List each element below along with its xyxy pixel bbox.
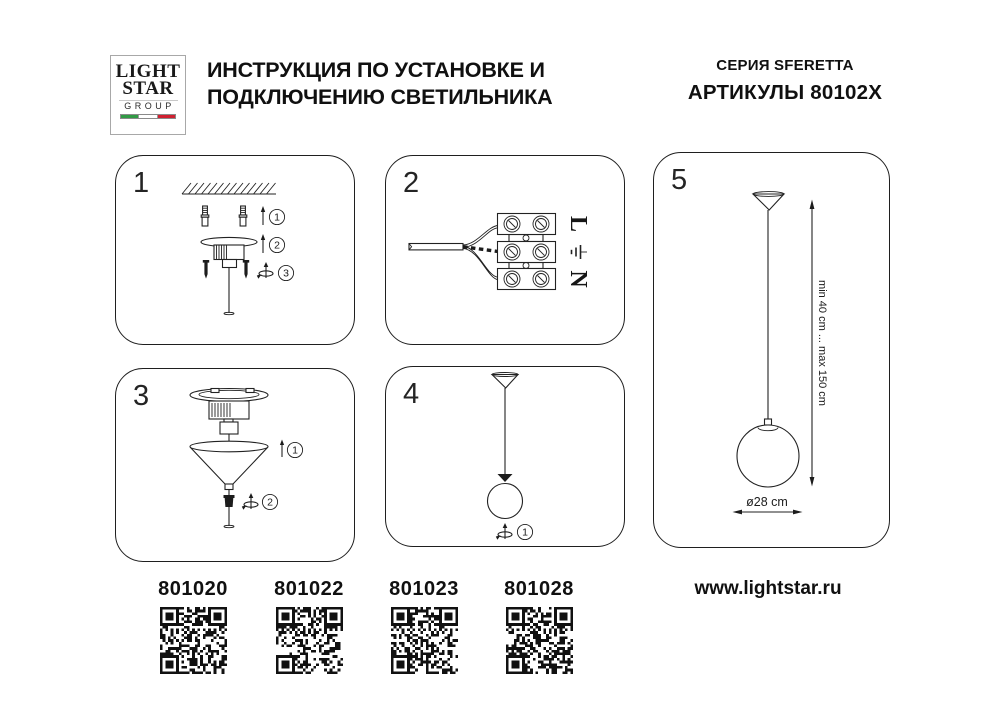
page-title-line2: ПОДКЛЮЧЕНИЮ СВЕТИЛЬНИКА: [207, 85, 553, 109]
down-arrow-icon: [498, 474, 513, 482]
article-number: 801020: [158, 578, 228, 600]
suspension-cable-drawing: [498, 388, 513, 482]
step-panel-2: [385, 155, 625, 345]
panel-4-number: 4: [403, 378, 420, 410]
flag-red-segment: [158, 115, 175, 118]
qr-code: [276, 607, 343, 674]
svg-text:L: L: [565, 215, 591, 233]
rotation-arrow-icon: [257, 262, 273, 279]
mount-canopy-drawing: [190, 389, 268, 443]
step-marker-1: [269, 209, 284, 224]
terminal-block-drawing: [498, 214, 556, 290]
page-title: [207, 57, 577, 111]
up-arrow-icon: [261, 206, 265, 225]
page-title-line1: ИНСТРУКЦИЯ ПО УСТАНОВКЕ И: [207, 58, 545, 82]
step-marker-2: [262, 494, 277, 509]
header-right: [655, 57, 915, 105]
height-dimension-arrow: [810, 200, 815, 487]
panel-5-drawing: [654, 153, 888, 546]
series-name: СЕРИЯ SFERETTA: [716, 57, 854, 74]
step-panel-5: [653, 152, 890, 548]
up-arrow-icon: [261, 234, 265, 253]
step-marker-1: [517, 524, 532, 539]
step-panel-1: [115, 155, 355, 345]
article-number: 801022: [274, 578, 344, 600]
panel-3-number: 3: [133, 380, 150, 412]
canopy-cone-icon: [753, 192, 784, 210]
svg-text:2: 2: [274, 239, 280, 252]
panel-1-drawing: [116, 156, 353, 343]
articles-title: АРТИКУЛЫ 80102X: [687, 81, 883, 104]
diameter-dimension-arrow: [733, 510, 803, 515]
svg-text:1: 1: [522, 526, 528, 539]
flag-white-segment: [138, 115, 157, 118]
step-marker-1: [287, 442, 302, 457]
qr-code: [391, 607, 458, 674]
cord-grip-icon: [224, 495, 235, 507]
panel-2-number: 2: [403, 167, 420, 199]
glass-sphere-drawing: [488, 484, 523, 519]
line-wire-label: [565, 216, 591, 232]
screw-icon: [203, 260, 209, 279]
svg-text:N: N: [565, 270, 591, 288]
earth-icon: [572, 245, 588, 259]
cone-shade-drawing: [190, 441, 268, 528]
panel-2-drawing: [386, 156, 623, 343]
height-range-label: [816, 280, 828, 406]
panel-5-number: 5: [671, 164, 688, 196]
svg-text:1: 1: [292, 444, 298, 457]
diameter-label: ø28 cm: [746, 495, 788, 509]
step-panel-3: [115, 368, 355, 562]
step-panel-4: [385, 366, 625, 547]
rotation-arrow-icon: [496, 523, 512, 540]
svg-text:3: 3: [283, 267, 289, 280]
logo-word-group: GROUP: [119, 100, 178, 111]
suspension-cable-drawing: [765, 210, 772, 425]
qr-code: [506, 607, 573, 674]
up-arrow-icon: [280, 440, 284, 458]
rotation-arrow-icon: [242, 493, 258, 510]
article-number: 801023: [389, 578, 459, 600]
logo-word-star: STAR: [122, 78, 174, 99]
step-marker-3: [278, 265, 293, 280]
svg-text:min 40 cm ... max 150 cm: min 40 cm ... max 150 cm: [816, 280, 828, 406]
panel-3-drawing: [116, 369, 353, 560]
panel-4-drawing: [386, 367, 623, 545]
screw-icon: [243, 260, 249, 279]
ceiling-hatch-icon: [182, 183, 276, 194]
wall-anchor-icon: [239, 206, 247, 226]
flag-green-segment: [121, 115, 138, 118]
wall-anchor-icon: [201, 206, 209, 226]
lightstar-logo: [110, 55, 186, 135]
power-cable-drawing: [409, 226, 498, 280]
qr-code: [160, 607, 227, 674]
step-marker-2: [269, 237, 284, 252]
svg-text:1: 1: [274, 211, 280, 224]
mount-canopy-drawing: [201, 237, 257, 314]
article-number: 801028: [504, 578, 574, 600]
svg-text:2: 2: [267, 496, 273, 509]
website-url: www.lightstar.ru: [694, 578, 842, 599]
logo-word-light: LIGHT: [115, 61, 181, 82]
neutral-wire-label: [565, 270, 591, 288]
panel-1-number: 1: [133, 167, 150, 199]
glass-sphere-drawing: [737, 425, 799, 487]
canopy-cone-icon: [492, 373, 518, 389]
italian-flag-stripe: [120, 114, 176, 119]
